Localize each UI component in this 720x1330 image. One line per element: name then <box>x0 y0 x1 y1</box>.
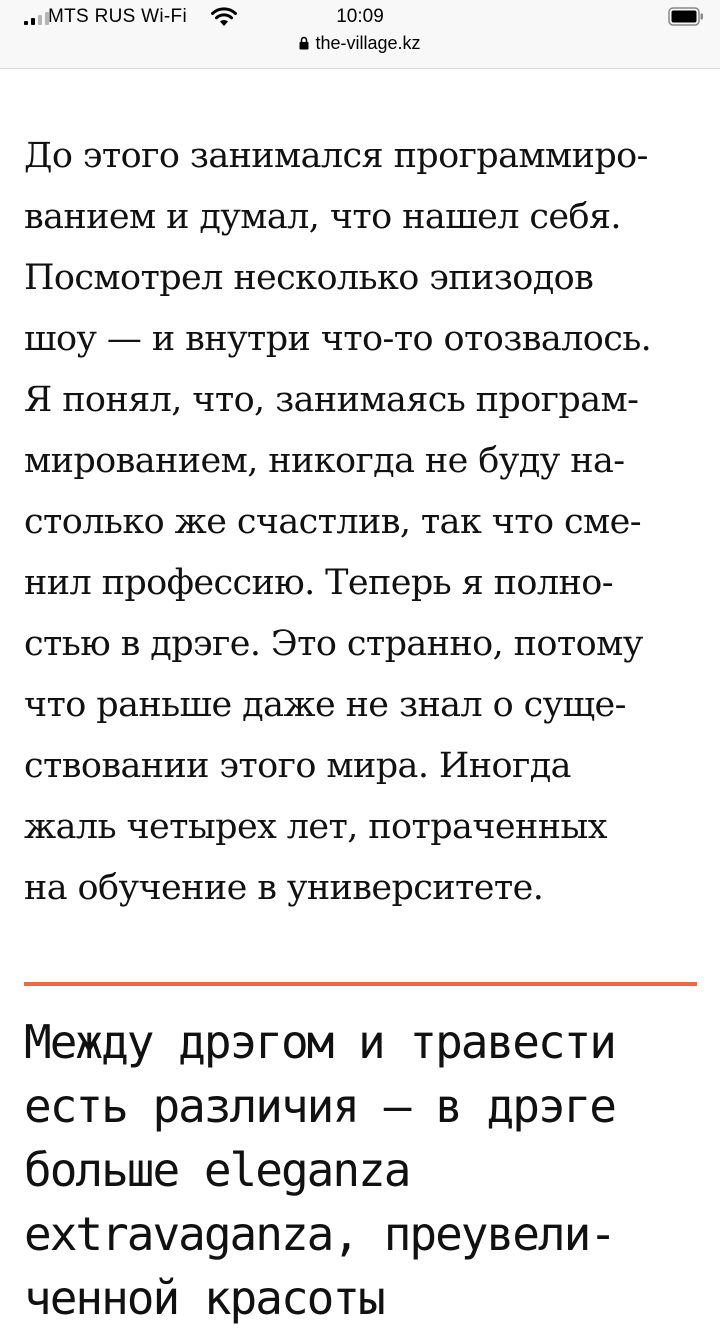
paragraph-line: столько же счастлив, так что сме- <box>24 502 642 542</box>
address-bar[interactable] <box>0 33 720 54</box>
page-url: the-village.kz <box>315 33 421 53</box>
paragraph-line: нил профессию. Теперь я полно- <box>24 563 613 603</box>
quote-line: ченной красоты <box>24 1271 384 1325</box>
paragraph-line: жаль четырех лет, потраченных <box>24 807 607 847</box>
paragraph-line: мированием, никогда не буду на- <box>24 441 625 481</box>
paragraph-line: Посмотрел несколько эпизодов <box>24 258 594 298</box>
quote-divider <box>24 982 697 986</box>
status-bar <box>0 0 720 69</box>
battery-icon <box>668 7 704 26</box>
carrier-name: MTS RUS Wi-Fi <box>48 6 187 27</box>
pull-quote <box>24 1010 696 1330</box>
paragraph-line: что раньше даже не знал о суще- <box>24 685 626 725</box>
article-paragraph <box>24 126 696 919</box>
paragraph-line: Я понял, что, занимаясь програм- <box>24 380 639 420</box>
paragraph-line: ствовании этого мира. Иногда <box>24 746 571 786</box>
quote-line: есть различия — в дрэге <box>24 1079 615 1133</box>
paragraph-line: на обучение в университете. <box>24 868 544 908</box>
lock-icon <box>299 36 309 50</box>
article-body <box>24 126 696 919</box>
paragraph-line: шоу — и внутри что-то отозвалось. <box>24 319 652 359</box>
paragraph-line: ванием и думал, что нашел себя. <box>24 197 621 237</box>
paragraph-line: До этого занимался программиро- <box>24 136 648 176</box>
paragraph-line: стью в дрэге. Это странно, потому <box>24 624 643 664</box>
quote-line: extravaganza, преувели- <box>24 1207 615 1261</box>
quote-line: Между дрэгом и травести <box>24 1015 615 1069</box>
quote-line: больше eleganza <box>24 1143 410 1197</box>
clock: 10:09 <box>336 6 384 27</box>
